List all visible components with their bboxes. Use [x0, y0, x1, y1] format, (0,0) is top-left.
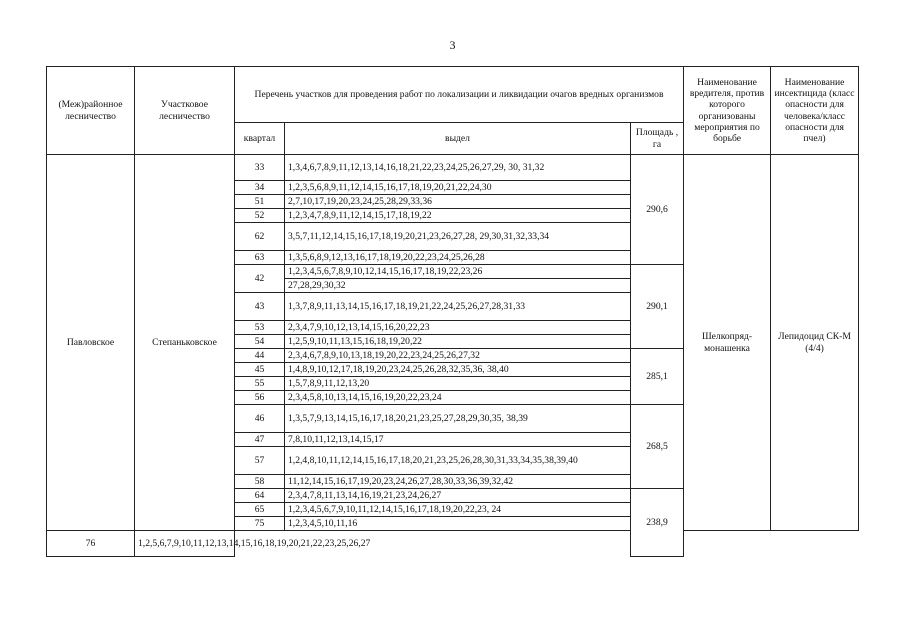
header-insecticide: Наименование инсектицида (класс опасности для человека/класс опасности для пчел): [771, 67, 859, 155]
area-cell: 268,5: [631, 405, 684, 489]
vydel-cell: 1,2,4,8,10,11,12,14,15,16,17,18,20,21,23,25,26,28,30,31,33,34,35,38,39,40: [285, 447, 631, 475]
kvartal-cell: 75: [235, 517, 285, 531]
kvartal-cell: 56: [235, 391, 285, 405]
pest-cell: Шелкопряд-монашенка: [684, 155, 771, 531]
kvartal-cell: 55: [235, 377, 285, 391]
vydel-cell: 1,2,3,4,7,8,9,11,12,14,15,17,18,19,22: [285, 209, 631, 223]
vydel-cell: 1,4,8,9,10,12,17,18,19,20,23,24,25,26,28,32,35,36, 38,40: [285, 363, 631, 377]
kvartal-cell: 64: [235, 489, 285, 503]
kvartal-cell: 57: [235, 447, 285, 475]
vydel-cell: 7,8,10,11,12,13,14,15,17: [285, 433, 631, 447]
insecticide-cell: Лепидоцид СК-М (4/4): [771, 155, 859, 531]
header-pest: Наименование вредителя, против которого организованы мероприятия по борьбе: [684, 67, 771, 155]
vydel-cell: 2,7,10,17,19,20,23,24,25,28,29,33,36: [285, 195, 631, 209]
header-kvartal: квартал: [235, 123, 285, 155]
vydel-cell: 1,2,3,5,6,8,9,11,12,14,15,16,17,18,19,20,21,22,24,30: [285, 181, 631, 195]
vydel-cell: 1,3,5,6,8,9,12,13,16,17,18,19,20,22,23,24,25,26,28: [285, 251, 631, 265]
kvartal-cell: 62: [235, 223, 285, 251]
kvartal-cell: 33: [235, 155, 285, 181]
kvartal-cell: 43: [235, 293, 285, 321]
uchastok-cell: Степаньковское: [135, 155, 235, 531]
header-plot-list: Перечень участков для проведения работ по локализации и ликвидации очагов вредных организмов: [235, 67, 684, 123]
vydel-cell-continued: 27,28,29,30,32: [285, 279, 631, 293]
district-cell: Павловское: [47, 155, 135, 531]
kvartal-cell: 34: [235, 181, 285, 195]
header-uchastok: Участковое лесничество: [135, 67, 235, 155]
kvartal-cell: 58: [235, 475, 285, 489]
vydel-cell: 2,3,4,6,7,8,9,10,13,18,19,20,22,23,24,25,26,27,32: [285, 349, 631, 363]
forest-plots-table: [46, 66, 859, 557]
kvartal-cell: 54: [235, 335, 285, 349]
vydel-cell: 1,2,3,4,5,10,11,16: [285, 517, 631, 531]
vydel-cell: 3,5,7,11,12,14,15,16,17,18,19,20,21,23,26,27,28, 29,30,31,32,33,34: [285, 223, 631, 251]
header-vydel: выдел: [285, 123, 631, 155]
vydel-cell: 2,3,4,7,8,11,13,14,16,19,21,23,24,26,27: [285, 489, 631, 503]
vydel-cell: 1,3,5,7,9,13,14,15,16,17,18,20,21,23,25,27,28,29,30,35, 38,39: [285, 405, 631, 433]
vydel-cell: 1,2,3,4,5,6,7,9,10,11,12,14,15,16,17,18,19,20,22,23, 24: [285, 503, 631, 517]
page-number: 3: [449, 38, 456, 52]
header-area: Площадь , га: [631, 123, 684, 155]
kvartal-cell: 42: [235, 265, 285, 293]
kvartal-cell: 46: [235, 405, 285, 433]
area-cell: 290,1: [631, 265, 684, 349]
vydel-cell: 1,3,4,6,7,8,9,11,12,13,14,16,18,21,22,23,24,25,26,27,29, 30, 31,32: [285, 155, 631, 181]
kvartal-cell: 76: [47, 531, 135, 557]
area-cell: 238,9: [631, 489, 684, 557]
kvartal-cell: 52: [235, 209, 285, 223]
vydel-cell: 1,2,3,4,5,6,7,8,9,10,12,14,15,16,17,18,19,22,23,26: [285, 265, 631, 279]
vydel-cell: 2,3,4,5,8,10,13,14,15,16,19,20,22,23,24: [285, 391, 631, 405]
kvartal-cell: 44: [235, 349, 285, 363]
area-cell: 290,6: [631, 155, 684, 265]
vydel-cell: 1,2,5,6,7,9,10,11,12,13,14,15,16,18,19,20,21,22,23,25,26,27: [135, 531, 235, 557]
vydel-cell: 1,3,7,8,9,11,13,14,15,16,17,18,19,21,22,24,25,26,27,28,31,33: [285, 293, 631, 321]
area-cell: 285,1: [631, 349, 684, 405]
vydel-cell: 1,5,7,8,9,11,12,13,20: [285, 377, 631, 391]
kvartal-cell: 47: [235, 433, 285, 447]
vydel-cell: 1,2,5,9,10,11,13,15,16,18,19,20,22: [285, 335, 631, 349]
vydel-cell: 11,12,14,15,16,17,19,20,23,24,26,27,28,30,33,36,39,32,42: [285, 475, 631, 489]
header-district: (Меж)районное лесничество: [47, 67, 135, 155]
kvartal-cell: 65: [235, 503, 285, 517]
kvartal-cell: 51: [235, 195, 285, 209]
kvartal-cell: 53: [235, 321, 285, 335]
kvartal-cell: 63: [235, 251, 285, 265]
vydel-cell: 2,3,4,7,9,10,12,13,14,15,16,20,22,23: [285, 321, 631, 335]
kvartal-cell: 45: [235, 363, 285, 377]
